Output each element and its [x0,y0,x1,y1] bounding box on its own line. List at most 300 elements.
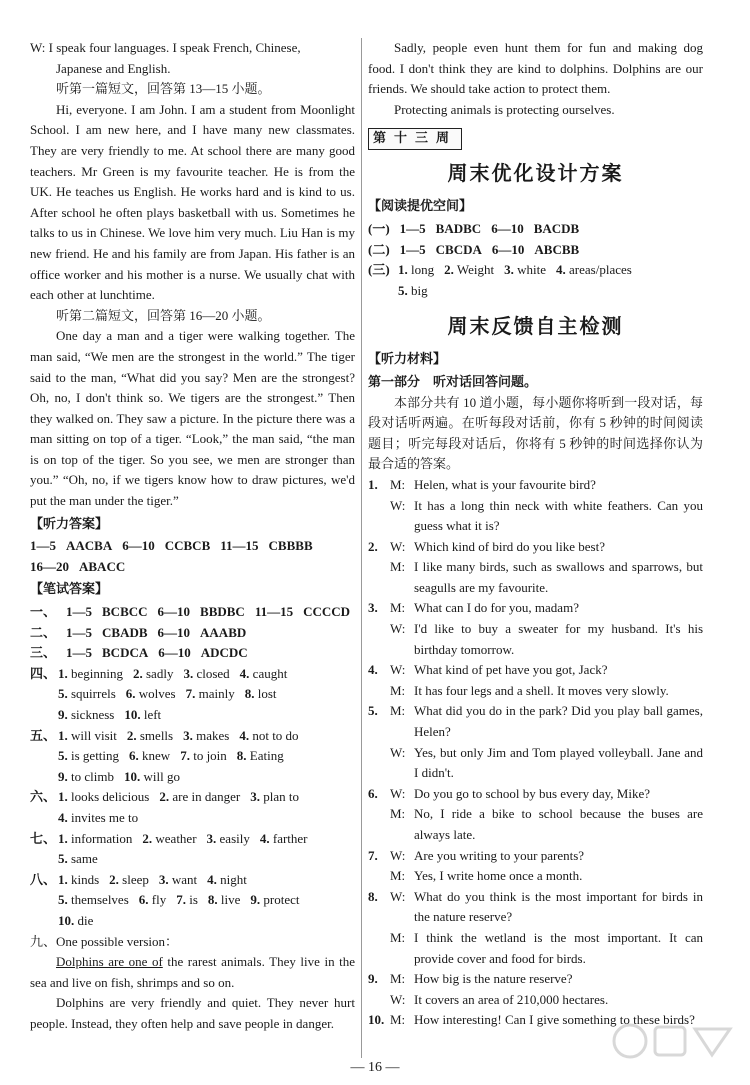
column-divider [361,38,362,1058]
dialogue-text: Yes, I write home once a month. [414,868,583,884]
fill-number: 9. [250,892,261,908]
answer-token: 6—10 [158,645,191,661]
fill-word: closed [193,665,230,681]
fill-number: 4. [239,665,250,681]
fill-answer [504,260,546,281]
speaker-label: M: [390,868,406,884]
fill-section-label: 五、 [30,727,57,743]
fill-word: Eating [246,748,284,764]
fill-word: beginning [67,665,123,681]
answer-token: 1—5 [30,538,56,554]
answer-row [30,536,355,557]
fill-answer [180,746,227,767]
fill-word: sadly [142,665,174,681]
dialogue-text: I'd like to buy a sweater for my husband. It's his birthday tomorrow. [414,621,703,657]
fill-row [30,849,355,870]
reading-title: 【阅读提优空间】 [368,198,473,214]
fill-row [368,281,703,302]
reading-answers-part3 [368,260,703,301]
fill-word: mainly [195,686,235,702]
dialogue-indent [368,928,390,969]
fill-section-label: 四、 [30,665,57,681]
answer-token: AACBA [66,538,113,554]
dialogue-number: 7. [368,847,378,863]
fill-word: caught [249,665,288,681]
answer-token: ABCBB [534,241,580,257]
fill-answer [139,890,166,911]
fill-word: live [217,892,241,908]
fill-word: weather [152,830,197,846]
answer-token: 1—5 [399,241,426,257]
fill-answer [58,870,99,891]
answer-row [30,557,355,578]
fill-number: 4. [259,830,270,846]
dialogue-indent [368,990,390,1011]
fill-word: sleep [118,871,149,887]
fill-number: 8. [207,892,218,908]
answer-token: BBDBC [200,604,245,620]
fill-answer [260,829,308,850]
dialogue-line [368,887,703,928]
speaker-label: W: [390,497,406,513]
fill-number: 6. [125,686,136,702]
dialogue-line [368,475,703,496]
section-title-feedback: 周末反馈自主检测 [447,314,624,339]
fill-word: want [168,871,198,887]
dialogue-line [368,743,703,784]
answer-token: CCCCD [303,604,351,620]
fill-answer [58,829,132,850]
fill-answer [127,726,173,747]
answer-token: 16—20 [30,558,69,574]
answer-token: CBADB [102,624,148,640]
fill-number: 10. [124,707,141,722]
fill-row [30,767,355,788]
fill-row [30,890,355,911]
fill-answer [58,890,129,911]
speaker-label: M: [390,559,406,575]
dialogue-indent [368,866,390,887]
fill-word: are in danger [169,789,241,805]
fill-indent [30,808,58,829]
fill-number: 3. [158,871,169,887]
fill-number: 7. [180,748,190,764]
fill-in-answers [30,664,355,932]
fill-number: 3. [183,727,193,743]
fill-answer [237,746,284,767]
dialogue-text: It has four legs and a shell. It moves very slowly. [414,682,669,698]
answer-token: CCBCB [164,538,211,554]
speaker-label: W: [390,785,406,801]
answer-token: 6—10 [491,241,525,257]
fill-row [30,787,355,808]
fill-word: knew [138,748,171,764]
fill-section-label: 六、 [30,789,57,805]
fill-word: farther [269,830,308,846]
fill-answer [240,664,288,685]
fill-word: fly [148,892,167,908]
speaker-label: M: [390,971,406,987]
fill-section-label: 八、 [30,871,57,887]
answer-token: ABACC [79,558,126,574]
fill-number: 5. [58,686,68,702]
fill-word: Weight [453,262,495,278]
fill-answer [126,684,176,705]
part1-heading: 第一部分 听对话回答问题。 [368,373,538,389]
fill-word: white [513,262,547,278]
fill-word: protect [260,892,300,908]
dialogue-text: Do you go to school by bus every day, Mike? [414,785,651,801]
fill-number: 2. [159,789,170,805]
fill-indent [30,705,58,726]
fill-number: 7. [176,892,186,908]
dialogue-line [368,496,703,537]
dialogue-number: 3. [368,600,378,616]
fill-row [30,684,355,705]
fill-number: 5. [58,748,68,764]
dialogue-line [368,804,703,845]
listening-answers [30,536,355,577]
dialogue-text: Are you writing to your parents? [414,847,585,863]
answer-token: 6—10 [157,604,191,620]
fill-section-label: 七、 [30,830,57,846]
fill-indent [30,684,58,705]
fill-row [30,705,355,726]
fill-number: 1. [398,262,408,278]
essay-underlined-phrase: Dolphins are one of [56,954,163,970]
dialogue-list [368,475,703,1031]
dialogue-text: I think the wetland is the most important. It can provide cover and food for birds. [414,929,703,966]
fill-answer [208,890,241,911]
fill-row [30,746,355,767]
answer-section-label: 三、 [30,645,57,661]
fill-word: invites me to [67,809,139,825]
fill-row [368,260,703,281]
answer-token: 6—10 [491,220,524,236]
answer-row [368,219,703,240]
fill-word: not to do [249,727,299,743]
answer-token: 11—15 [220,538,259,554]
speaker-label: W: [390,662,406,678]
fill-answer [245,684,277,705]
fill-number: 2. [126,727,137,743]
fill-word: is getting [67,748,120,764]
fill-indent [30,746,58,767]
fill-word: squirrels [67,686,116,702]
fill-answer [58,911,93,932]
fill-word: sickness [67,707,115,722]
fill-word: kinds [67,871,100,887]
answer-token: BACDB [533,220,580,236]
fill-answer [58,787,149,808]
fill-answer [58,705,114,726]
written-answers-title: 【笔试答案】 [30,581,109,597]
answer-token: 6—10 [122,538,155,554]
answer-token: BCBCC [102,604,148,620]
fill-answer [124,767,180,788]
speaker-label: W: [390,991,406,1007]
fill-number: 1. [58,665,68,681]
fill-number: 3. [183,665,194,681]
essay-paragraph-1 [30,952,355,993]
dialogue-text: How big is the nature reserve? [414,971,573,987]
fill-word: will go [140,768,180,784]
fill-word: information [67,830,133,846]
fill-word: looks delicious [67,789,150,805]
speaker-label: M: [390,1012,406,1028]
answer-section-label: (三) [368,262,390,278]
fill-word: will visit [67,727,117,743]
dialogue-number: 10. [368,1012,385,1028]
dialogue-line [368,990,703,1011]
fill-word: die [74,912,94,928]
answer-token: ADCDC [200,645,248,661]
fill-number: 6. [129,748,139,764]
fill-answer [58,767,114,788]
fill-answer [58,808,138,829]
fill-indent [30,767,58,788]
fill-row [30,808,355,829]
reading-answers [368,219,703,260]
right-column [368,38,703,1031]
fill-row [30,664,355,685]
speaker-label: W: [390,621,406,637]
fill-number: 4. [556,262,566,278]
fill-number: 9. [58,707,68,722]
essay-paragraph-4: Protecting animals is protecting ourselves. [394,101,615,117]
fill-indent [368,281,398,302]
dialogue-line [368,701,703,742]
dialogue-text: What do you think is the most important for birds in the nature reserve? [414,888,703,925]
fill-number: 10. [123,768,141,784]
dialogue-number: 9. [368,971,378,987]
dialogue-text: No, I ride a bike to school because the buses are always late. [414,806,703,842]
fill-word: easily [216,830,250,846]
speaker-label: M: [390,806,406,822]
dialogue-line [368,866,703,887]
intro-line-2: Japanese and English. [56,60,171,76]
fill-number: 3. [504,262,514,278]
dialogue-line [368,660,703,681]
answer-token: BADBC [435,220,482,236]
dialogue-line [368,969,703,990]
fill-answer [58,849,98,870]
essay-paragraph-3: Sadly, people even hunt them for fun and making dog food. I don't think they are kind to dolphins. Dolphins are our friends. We should take action to protect them. [368,40,703,97]
fill-answer [186,684,235,705]
essay-paragraph-2: Dolphins are very friendly and quiet. They never hurt people. Instead, they often help and save people in danger. [30,995,355,1031]
fill-answer [207,829,250,850]
fill-number: 5. [58,851,68,867]
dialogue-line [368,557,703,598]
fill-word: is [185,892,198,908]
dialogue-number: 6. [368,785,378,801]
fill-answer [58,684,116,705]
fill-answer [183,726,229,747]
dialogue-text: How interesting! Can I give something to these birds? [414,1012,695,1028]
fill-number: 4. [239,727,250,743]
dialogue-indent [368,804,390,845]
speaker-label: W: [390,888,406,904]
fill-answer [142,829,196,850]
fill-word: to climb [67,768,114,784]
fill-answer [183,664,229,685]
dialogue-text: What kind of pet have you got, Jack? [414,662,608,678]
passage2-text: One day a man and a tiger were walking together. The man said, “We men are the strongest in the world.” The tiger said to the man, “What did you say? Men are the strongest? Oh, no, I don't think so. We tigers are the strongest.” Then they walked on. They saw a picture. In the picture there was a man sitting on top of a tiger. “Look,” the man said, “the man is on top of the tiger. So you see, we men are stronger than you.” “Oh, no, if we tigers know how to draw pictures, we'd put the man under the tiger.” [30,328,355,509]
dialogue-number: 8. [368,888,378,904]
fill-word: long [407,262,435,278]
intro-line-1: W: I speak four languages. I speak French, Chinese, [30,40,301,55]
answer-token: BCDCA [102,645,149,661]
fill-word: night [216,871,247,887]
speaker-label: W: [390,538,406,554]
dialogue-number: 5. [368,703,378,719]
speaker-label: M: [390,476,406,492]
dialogue-line [368,619,703,660]
fill-answer [398,281,428,302]
dialogue-text: Yes, but only Jim and Tom played volleyball. Jane and I didn't. [414,744,703,781]
fill-word: plan to [259,789,299,805]
fill-answer [239,726,298,747]
fill-indent [30,911,58,932]
dialogue-text: It has a long thin neck with white feathers. Can you guess what it is? [414,497,703,534]
fill-number: 1. [58,830,68,846]
answer-token: CBBBB [268,538,313,554]
fill-number: 8. [244,686,255,702]
dialogue-line [368,537,703,558]
fill-number: 3. [250,789,260,805]
speaker-label: W: [390,744,406,760]
fill-indent [30,890,58,911]
essay-label: 九、One possible version： [30,933,179,949]
fill-answer [159,787,240,808]
dialogue-line [368,681,703,702]
written-answers [30,602,355,664]
fill-number: 1. [58,871,68,887]
fill-word: areas/places [565,262,632,278]
dialogue-text: Which kind of bird do you like best? [414,538,605,554]
fill-word: to join [189,748,227,764]
fill-word: same [67,851,98,867]
answer-row [30,602,355,623]
passage1-heading: 听第一篇短文，回答第 13—15 小题。 [56,81,271,97]
dialogue-line [368,846,703,867]
fill-answer [207,870,247,891]
answer-token: 1—5 [399,220,426,236]
fill-number: 2. [142,830,153,846]
fill-number: 2. [133,665,143,681]
fill-answer [250,787,299,808]
fill-number: 3. [206,830,217,846]
fill-number: 7. [185,686,196,702]
answer-section-label: (二) [368,241,390,257]
passage2-heading: 听第二篇短文，回答第 16—20 小题。 [56,307,271,323]
dialogue-text: What can I do for you, madam? [414,600,579,616]
fill-word: big [407,282,428,298]
fill-word: smells [136,727,174,743]
fill-row [30,726,355,747]
answer-token: CBCDA [435,241,482,257]
fill-answer [444,260,494,281]
fill-number: 5. [398,282,408,298]
left-column [30,38,355,1035]
fill-row [30,829,355,850]
fill-answer [129,746,170,767]
answer-section-label: 二、 [30,624,57,640]
answer-token: 1—5 [66,624,93,640]
answer-row [368,240,703,261]
fill-row [30,911,355,932]
passage1-text: Hi, everyone. I am John. I am a student from Moonlight School. I am new here, and I have many new classmates. They are very friendly to me. At school there are many good teachers. Mr Green is my favourite teacher. He is from the UK. He teaches us English. He works hard and is kind to us. After school he often plays basketball with us. Sometimes he talks to us in Chinese. We love him very much. Liu Han is my new friend. He and his family are from Japan. His father is an office worker and his mother is a nurse. We usually chat with each other at lunchtime. [30,101,355,303]
fill-answer [250,890,299,911]
fill-answer [58,726,117,747]
material-title: 【听力材料】 [368,351,447,367]
fill-answer [133,664,173,685]
speaker-label: M: [390,929,406,945]
fill-number: 5. [58,892,68,908]
fill-number: 4. [58,809,68,825]
fill-word: themselves [67,892,129,908]
dialogue-number: 4. [368,662,378,678]
answer-section-label: 一、 [30,604,57,620]
fill-number: 2. [109,871,119,887]
dialogue-line [368,928,703,969]
fill-answer [58,664,123,685]
dialogue-number: 1. [368,476,378,492]
answer-token: 6—10 [157,624,191,640]
dialogue-number: 2. [368,538,378,554]
fill-word: left [140,707,162,722]
dialogue-text: Helen, what is your favourite bird? [414,476,596,492]
speaker-label: M: [390,682,406,698]
fill-word: lost [254,686,277,702]
answer-token: 1—5 [66,604,93,620]
dialogue-indent [368,681,390,702]
fill-number: 2. [444,262,454,278]
fill-number: 8. [236,748,247,764]
fill-indent [30,849,58,870]
answer-section-label: (一) [368,220,390,236]
dialogue-indent [368,619,390,660]
fill-answer [109,870,149,891]
answer-token: 1—5 [66,645,93,661]
dialogue-text: I like many birds, such as swallows and sparrows, but seagulls are my favourite. [414,559,703,595]
fill-answer [124,705,161,726]
fill-number: 1. [58,727,68,743]
fill-answer [58,746,119,767]
fill-number: 10. [58,912,75,928]
fill-word: wolves [135,686,176,702]
fill-number: 1. [58,789,68,805]
dialogue-line [368,598,703,619]
section-title-optimization: 周末优化设计方案 [447,161,624,186]
essay-paragraph-1-rest: the rarest animals. They live in the sea and live on fish, shrimps and so on. [30,954,355,990]
answer-row [30,623,355,644]
listening-answers-title: 【听力答案】 [30,515,109,531]
fill-answer [556,260,632,281]
fill-answer [176,890,198,911]
dialogue-text: What did you do in the park? Did you play ball games, Helen? [414,703,703,740]
dialogue-line [368,784,703,805]
answer-token: AAABD [200,624,247,640]
speaker-label: W: [390,847,406,863]
answer-row [30,643,355,664]
dialogue-indent [368,496,390,537]
answer-token: 11—15 [254,604,294,620]
fill-word: makes [192,727,230,743]
speaker-label: M: [390,600,406,616]
dialogue-indent [368,743,390,784]
fill-number: 9. [58,768,68,784]
